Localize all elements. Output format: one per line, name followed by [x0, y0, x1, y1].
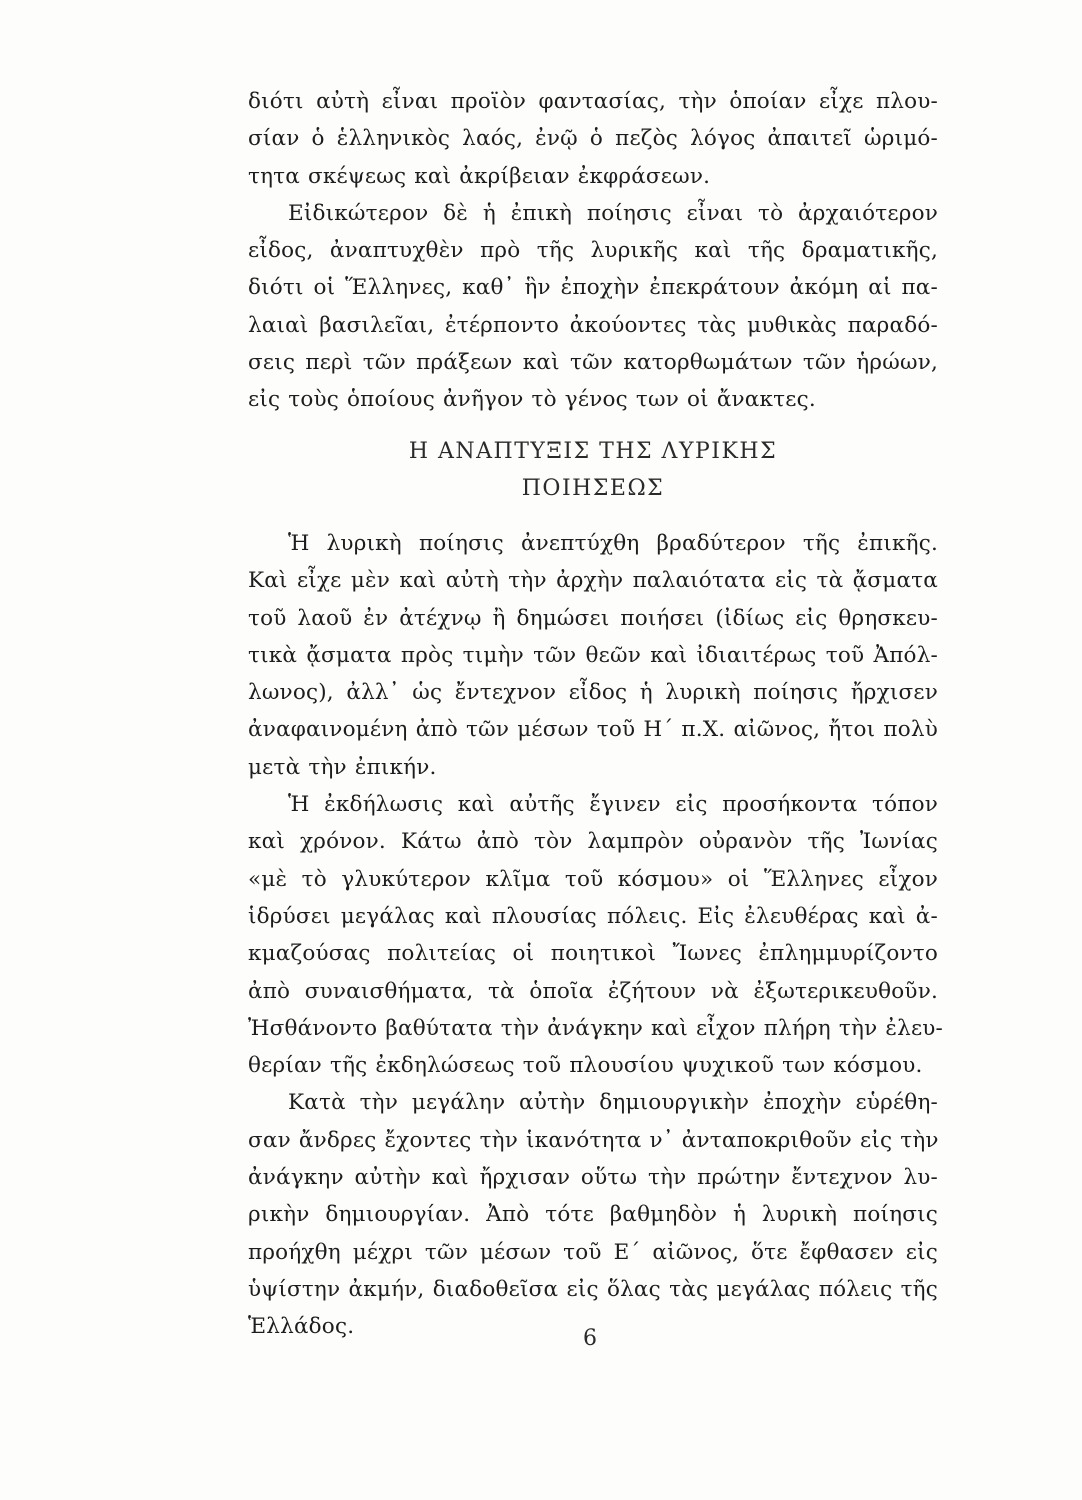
- text-line: εἶδος, ἀναπτυχθὲν πρὸ τῆς λυρικῆς καὶ τῆς δραματικῆς,: [248, 238, 938, 264]
- text-line: ὑψίστην ἀκμήν, διαδοθεῖσα εἰς ὅλας τὰς μεγάλας πόλεις τῆς: [248, 1276, 938, 1302]
- text-line: τητα σκέψεως καὶ ἀκρίβειαν ἐκφράσεων.: [248, 163, 711, 189]
- text-line: θερίαν τῆς ἐκδηλώσεως τοῦ πλουσίου ψυχικοῦ των κόσμου.: [248, 1053, 923, 1079]
- section-heading: [248, 433, 938, 471]
- text-line: τικὰ ᾄσματα πρὸς τιμὴν τῶν θεῶν καὶ ἰδιαιτέρως τοῦ Ἀπόλ-: [248, 642, 938, 668]
- text-line: σίαν ὁ ἑλληνικὸς λαός, ἐνῷ ὁ πεζὸς λόγος ἀπαιτεῖ ὡριμό-: [248, 126, 938, 152]
- text-line: Ἡ ἐκδήλωσις καὶ αὐτῆς ἔγινεν εἰς προσήκοντα τόπον: [288, 792, 938, 818]
- text-line: διότι αὐτὴ εἶναι προϊὸν φαντασίας, τὴν ὁποίαν εἶχε πλου-: [248, 89, 938, 114]
- section-heading-continued: [248, 470, 938, 508]
- lower-text-block: [248, 525, 944, 1346]
- text-line: Ἡ λυρικὴ ποίησις ἀνεπτύχθη βραδύτερον τῆς ἐπικῆς.: [288, 531, 938, 556]
- section-heading-line-2: ΠΟΙΗΣΕΩΣ: [521, 476, 665, 501]
- upper-text-block: [248, 83, 938, 419]
- text-line: «μὲ τὸ γλυκύτερον κλῖμα τοῦ κόσμου» οἱ Ἕλληνες εἶχον: [248, 866, 938, 892]
- text-line: ἀπὸ συναισθήματα, τὰ ὁποῖα ἐζήτουν νὰ ἐξωτερικευθοῦν.: [248, 978, 938, 1004]
- text-line: Ἠσθάνοντο βαθύτατα τὴν ἀνάγκην καὶ εἶχον πλήρη τὴν ἐλευ-: [248, 1015, 944, 1041]
- text-line: λωνος), ἀλλ᾽ ὡς ἔντεχνον εἶδος ἡ λυρικὴ ποίησις ἤρχισεν: [248, 680, 938, 706]
- text-line: σεις περὶ τῶν πράξεων καὶ τῶν κατορθωμάτων τῶν ἡρώων,: [248, 350, 938, 376]
- text-line: κμαζούσας πολιτείας οἱ ποιητικοὶ Ἴωνες ἐπλημμυρίζοντο: [248, 941, 938, 967]
- page-number: 6: [583, 1326, 597, 1351]
- text-line: προήχθη μέχρι τῶν μέσων τοῦ Ε΄ αἰῶνος, ὅτε ἔφθασεν εἰς: [248, 1239, 938, 1265]
- text-line: εἰς τοὺς ὁποίους ἀνῆγον τὸ γένος των οἱ ἄνακτες.: [248, 387, 816, 413]
- text-line: ἀνάγκην αὐτὴν καὶ ἤρχισαν οὕτω τὴν πρώτην ἔντεχνον λυ-: [248, 1165, 938, 1191]
- section-heading-line-1: Η ΑΝΑΠΤΥΞΙΣ ΤΗΣ ΛΥΡΙΚΗΣ: [408, 439, 778, 464]
- text-line: ἱδρύσει μεγάλας καὶ πλουσίας πόλεις. Εἰς ἐλευθέρας καὶ ἀ-: [248, 903, 938, 929]
- text-line: μετὰ τὴν ἐπικήν.: [248, 754, 437, 780]
- text-line: λαιαὶ βασιλεῖαι, ἐτέρποντο ἀκούοντες τὰς μυθικὰς παραδό-: [248, 312, 938, 338]
- text-line: Ἑλλάδος.: [248, 1314, 355, 1340]
- text-line: ρικὴν δημιουργίαν. Ἀπὸ τότε βαθμηδὸν ἡ λυρικὴ ποίησις: [248, 1202, 938, 1228]
- text-line: Κατὰ τὴν μεγάλην αὐτὴν δημιουργικὴν ἐποχὴν εὑρέθη-: [288, 1090, 938, 1116]
- text-line: σαν ἄνδρες ἔχοντες τὴν ἱκανότητα ν᾽ ἀνταποκριθοῦν εἰς τὴν: [248, 1127, 939, 1153]
- text-line: Καὶ εἶχε μὲν καὶ αὐτὴ τὴν ἀρχὴν παλαιότατα εἰς τὰ ᾄσματα: [248, 568, 938, 594]
- text-line: ἀναφαινομένη ἀπὸ τῶν μέσων τοῦ Η΄ π.Χ. αἰῶνος, ἤτοι πολὺ: [248, 717, 938, 743]
- text-line: καὶ χρόνον. Κάτω ἀπὸ τὸν λαμπρὸν οὐρανὸν τῆς Ἰωνίας: [248, 829, 938, 855]
- text-line: τοῦ λαοῦ ἐν ἀτέχνῳ ἢ δημώσει ποιήσει (ἰδίως εἰς θρησκευ-: [248, 605, 938, 631]
- text-line: διότι οἱ Ἕλληνες, καθ᾽ ἣν ἐποχὴν ἐπεκράτουν ἀκόμη αἱ πα-: [248, 275, 938, 301]
- text-line: Εἰδικώτερον δὲ ἡ ἐπικὴ ποίησις εἶναι τὸ ἀρχαιότερον: [288, 200, 938, 226]
